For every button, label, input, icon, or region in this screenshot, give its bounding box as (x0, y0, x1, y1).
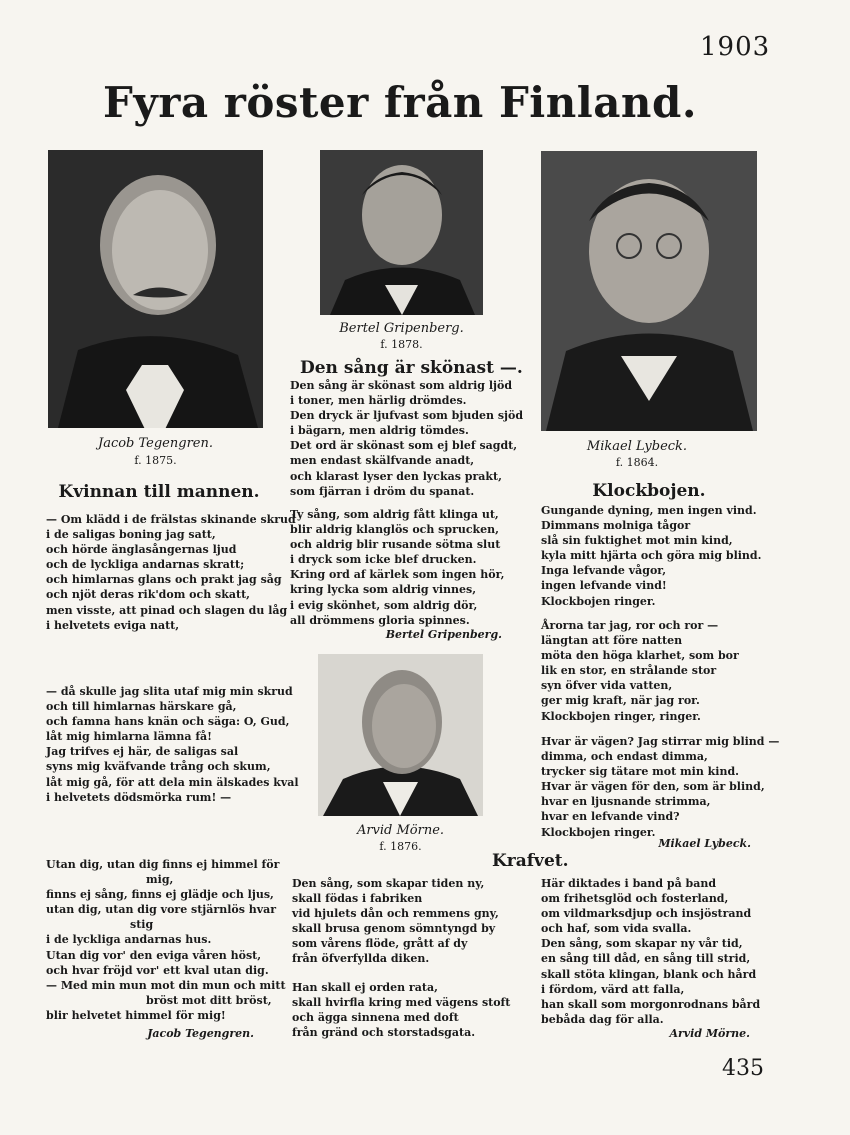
verse-line: och klarast lyser den lyckas prakt, (290, 469, 502, 483)
verse-line: Ty sång, som aldrig fått klinga ut, (290, 508, 499, 521)
verse-line: längtan att före natten (541, 634, 683, 648)
verse-line: som fjärran i dröm du spanat. (290, 484, 475, 498)
poem-klockbojen-stanza-3 (541, 734, 779, 840)
verse-line: Han skall ej orden rata, (292, 981, 438, 994)
poem-klockbojen-stanza-2 (541, 618, 739, 724)
verse-line: trycker sig tätare mot min kind. (541, 765, 739, 779)
poem-den-sang-stanza-2 (290, 507, 504, 628)
caption-morne: Arvid Mörne. (356, 823, 445, 838)
verse-line: all drömmens gloria spinnes. (290, 613, 470, 627)
verse-line: i de lyckliga andarnas hus. (46, 933, 212, 947)
verse-line: och njöt deras rik'dom och skatt, (46, 588, 250, 602)
portrait-tegengren (48, 150, 263, 428)
poem-klockbojen-stanza-1 (541, 503, 761, 609)
signature-morne: Arvid Mörne. (669, 1027, 750, 1040)
verse-line: Klockbojen ringer. (541, 594, 656, 608)
verse-line: Hvar är vägen? Jag stirrar mig blind — (541, 735, 780, 748)
verse-line: ger mig kraft, när jag ror. (541, 694, 700, 708)
born-morne: f. 1876. (379, 840, 422, 853)
portrait-gripenberg (320, 150, 483, 315)
verse-line: skall stöta klingan, blank och hård (541, 967, 757, 981)
verse-line: hvar en ljusnande strimma, (541, 795, 711, 809)
verse-line: Hvar är vägen för den, som är blind, (541, 780, 765, 794)
verse-line: Kring ord af kärlek som ingen hör, (290, 568, 505, 582)
poem-krafvet-stanza-3 (541, 876, 760, 1027)
verse-line: och himlarnas glans och prakt jag såg (46, 573, 282, 587)
verse-line: — Med min mun mot din mun och mitt (46, 978, 286, 992)
portrait-morne (318, 654, 483, 816)
page-title: Fyra röster från Finland. (103, 78, 697, 127)
verse-line: finns ej sång, finns ej glädje och ljus, (46, 888, 274, 902)
poem-krafvet-stanza-2 (292, 980, 510, 1040)
verse-line: om frihetsglöd och fosterland, (541, 892, 729, 906)
verse-line: lik en stor, en strålande stor (541, 664, 717, 678)
verse-line: Det ord är skönast som ej blef sagdt, (290, 439, 518, 453)
verse-line: Den sång, som skapar ny vår tid, (541, 937, 743, 951)
born-lybeck: f. 1864. (615, 456, 659, 469)
born-gripenberg: f. 1878. (380, 338, 423, 351)
verse-line: Utan dig, utan dig finns ej himmel för (46, 858, 280, 871)
verse-line: Den sång, som skapar tiden ny, (292, 877, 485, 890)
verse-line: Klockbojen ringer, ringer. (541, 709, 701, 723)
verse-line: Dimmans molniga tågor (541, 519, 691, 533)
verse-line: syn öfver vida vatten, (541, 679, 673, 693)
verse-line: och hvar fröjd vor' ett kval utan dig. (46, 963, 269, 977)
verse-line: och aldrig blir rusande sötma slut (290, 538, 501, 552)
verse-line: han skall som morgonrodnans bård (541, 997, 761, 1011)
verse-line: dimma, och endast dimma, (541, 750, 708, 764)
verse-line: i toner, men härlig drömdes. (290, 394, 467, 408)
verse-line: i helvetets eviga natt, (46, 618, 180, 632)
verse-line: och de lyckliga andarnas skratt; (46, 558, 245, 572)
poem-title-krafvet: Krafvet. (492, 851, 569, 871)
verse-line: slå sin fuktighet mot min kind, (541, 534, 733, 548)
year-label: 1903 (700, 32, 771, 62)
verse-line: men endast skälfvande anadt, (290, 454, 475, 468)
verse-line: i dryck som icke blef drucken. (290, 553, 477, 567)
verse-line: blir aldrig klanglös och sprucken, (290, 523, 500, 537)
verse-line: och haf, som vida svalla. (541, 922, 692, 936)
signature-tegengren: Jacob Tegengren. (147, 1027, 254, 1040)
verse-line: i helvetets dödsmörka rum! — (46, 790, 232, 804)
verse-line: stig (130, 918, 154, 932)
born-tegengren: f. 1875. (134, 454, 177, 467)
verse-line: utan dig, utan dig vore stjärnlös hvar (46, 903, 277, 917)
verse-line: — då skulle jag slita utaf mig min skrud (46, 685, 293, 698)
poem-title-kvinnan: Kvinnan till mannen. (58, 482, 260, 502)
poem-title-klockbojen: Klockbojen. (592, 481, 706, 501)
verse-line: syns mig kväfvande trång och skum, (46, 760, 271, 774)
verse-line: skall födas i fabriken (292, 892, 423, 906)
verse-line: i fördom, värd att falla, (541, 982, 685, 996)
verse-line: en sång till dåd, en sång till strid, (541, 952, 751, 966)
verse-line: möta den höga klarhet, som bor (541, 649, 739, 663)
verse-line: i evig skönhet, som aldrig dör, (290, 598, 478, 612)
verse-line: låt mig himlarna lämna få! (46, 730, 213, 744)
verse-line: mig, (146, 873, 174, 887)
verse-line: kring lycka som aldrig vinnes, (290, 583, 477, 597)
verse-line: hvar en lefvande vind? (541, 810, 680, 824)
poem-den-sang-stanza-1 (290, 378, 523, 499)
verse-line: bröst mot ditt bröst, (146, 993, 272, 1007)
verse-line: i bägarn, men aldrig tömdes. (290, 424, 469, 438)
page-number: 435 (722, 1056, 764, 1081)
signature-lybeck: Mikael Lybeck. (658, 837, 751, 850)
verse-line: Klockbojen ringer. (541, 825, 656, 839)
caption-tegengren: Jacob Tegengren. (97, 436, 213, 451)
verse-line: som vårens flöde, grått af dy (292, 937, 468, 951)
verse-line: Jag trifves ej här, de saligas sal (46, 745, 239, 759)
verse-line: Årorna tar jag, ror och ror — (541, 619, 719, 632)
poem-kvinnan-stanza-1 (46, 512, 296, 633)
verse-line: Här diktades i band på band (541, 877, 717, 890)
signature-gripenberg: Bertel Gripenberg. (385, 628, 502, 641)
verse-line: Utan dig vor' den eviga våren höst, (46, 948, 262, 962)
caption-gripenberg: Bertel Gripenberg. (339, 321, 464, 336)
verse-line: Gungande dyning, men ingen vind. (541, 504, 757, 517)
poem-kvinnan-stanza-3 (46, 857, 286, 1023)
poem-krafvet-stanza-1 (292, 876, 499, 967)
verse-line: om vildmarksdjup och insjöstrand (541, 907, 752, 921)
verse-line: vid hjulets dån och remmens gny, (292, 907, 499, 921)
verse-line: ingen lefvande vind! (541, 579, 667, 593)
poem-title-den-sang: Den sång är skönast —. (300, 358, 523, 378)
verse-line: och hörde änglasångernas ljud (46, 543, 237, 557)
verse-line: låt mig gå, för att dela min älskades kval (46, 775, 299, 789)
verse-line: skall hvirfla kring med vägens stoft (292, 996, 511, 1010)
verse-line: — Om klädd i de frälstas skinande skrud (46, 513, 296, 526)
verse-line: Inga lefvande vågor, (541, 564, 667, 578)
verse-line: skall brusa genom sömntyngd by (292, 922, 496, 936)
verse-line: och ägga sinnena med doft (292, 1011, 459, 1025)
verse-line: Den sång är skönast som aldrig ljöd (290, 379, 513, 392)
caption-lybeck: Mikael Lybeck. (586, 439, 688, 454)
verse-line: Den dryck är ljufvast som bjuden sjöd (290, 409, 524, 423)
verse-line: från gränd och storstadsgata. (292, 1026, 476, 1040)
verse-line: bebåda dag för alla. (541, 1012, 664, 1026)
verse-line: kyla mitt hjärta och göra mig blind. (541, 549, 762, 563)
verse-line: och till himlarnas härskare gå, (46, 700, 237, 714)
poem-kvinnan-stanza-2 (46, 684, 299, 805)
verse-line: men visste, att pinad och slagen du låg (46, 603, 288, 617)
verse-line: blir helvetet himmel för mig! (46, 1008, 226, 1022)
verse-line: från öfverfyllda diken. (292, 952, 430, 966)
verse-line: och famna hans knän och säga: O, Gud, (46, 715, 290, 729)
portrait-lybeck (541, 151, 757, 431)
verse-line: i de saligas boning jag satt, (46, 528, 216, 542)
